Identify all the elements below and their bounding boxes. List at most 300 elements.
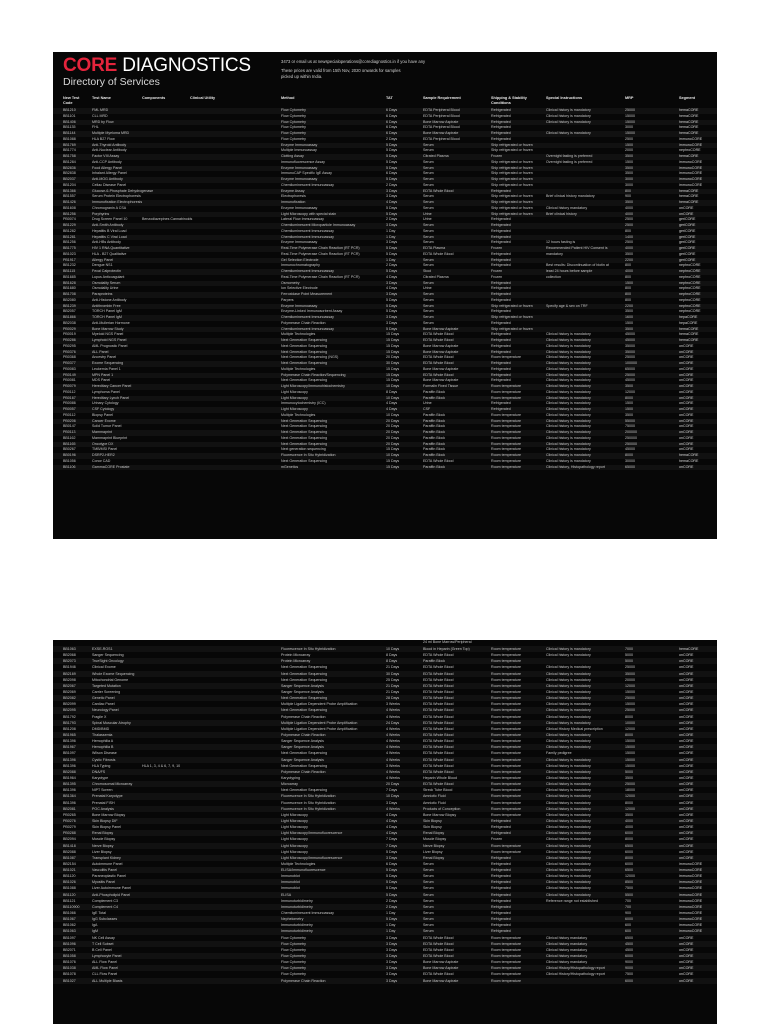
cell-method: Next Generation Sequencing [281,671,328,676]
cell-code: BB1406 [63,119,76,124]
cell-instructions: Clinical history, Histopathology report [546,464,606,469]
cell-shipping: Room temperature [491,653,521,658]
cell-code: BB1063 [63,929,76,934]
cell-name: Prenatal FISH [92,800,115,805]
cell-mrp: 4000 [625,818,633,823]
cell-name: IgM [92,929,98,934]
cell-shipping: Refrigerated [491,234,511,239]
cell-mrp: 800 [625,292,631,296]
cell-name: MDS Panel [92,378,111,383]
cell-segment: onCORE [679,954,694,959]
cell-segment: onCORE [679,843,694,848]
cell-name: Neurology Panel [92,708,119,713]
cell-instructions: collection [546,274,561,279]
cell-name: Cancer Exome [92,418,116,423]
cell-tat: 24 Days [386,720,400,725]
cell-tat: 3 Days [386,966,398,971]
cell-method: Light Microscopy [281,849,308,854]
cell-shipping: Refrigerated [491,378,511,383]
cell-mrp: 15000 [625,689,635,694]
cell-code: BB2069 [63,689,76,694]
cell-shipping: Room temperature [491,424,521,429]
cell-method: Next Generation Sequencing [281,696,328,701]
cell-method: Light Microscopy [281,837,308,842]
cell-code: BB2037 [63,177,76,181]
table-header-row [53,94,717,108]
cell-tat: 3 Days [386,972,398,977]
cell-code: BB1396 [63,739,76,744]
cell-instructions: Clinical History/Histopathology report [546,966,605,971]
cell-shipping: Room temperature [491,843,521,848]
cell-mrp: 6500 [625,935,633,940]
cell-code: BB1087 [63,855,76,860]
cell-tat: 6 Days [386,119,398,124]
cell-code: BB1121 [63,898,76,903]
cell-name: Factor VIII Assay [92,154,120,158]
cell-method: Enzyme-Linked Immunosorbent Assay [281,309,343,314]
cell-tat: 4 Days [386,274,398,279]
cell-code: PB0206 [63,418,76,423]
cell-sample: Serum [423,234,434,239]
cell-name: GammaCORE Prostate [92,464,130,469]
cell-code: BB1056 [63,458,76,463]
cell-tat: 3 Days [386,188,398,193]
cell-segment: nephroCORE [679,148,701,153]
cell-mrp: 3000 [625,177,633,181]
cell-mrp: 2500 [625,223,633,227]
cell-tat: 8 Days [386,389,398,394]
cell-instructions: Clinical history is mandatory [546,653,591,658]
cell-mrp: 3500 [625,171,633,176]
cell-method: Flow Cytometry [281,108,306,112]
cell-segment: onCORE [679,361,694,365]
cell-instructions: Clinical history is mandatory [546,671,591,676]
cell-mrp: 3000 [625,182,633,187]
cell-tat: 1 Day [386,257,396,262]
cell-name: NIPT Screen [92,788,113,793]
cell-sample: Paraffin Block [423,412,446,417]
cell-segment: onCORE [679,794,694,799]
cell-instructions: Clinical history is mandatory [546,800,591,805]
cell-mrp: 800 [625,228,631,233]
cell-sample: CSF [423,407,431,411]
cell-mrp: 700 [625,898,631,903]
cell-tat: 10 Days [386,453,400,457]
cell-code: BB1758 [63,154,76,158]
cell-name: DSRP2-HER2 [92,453,115,457]
cell-method: Enzyme Immunoassay [281,303,318,308]
cell-sample: Paraffin Block [423,464,446,469]
cell-segment: onCORE [679,464,694,469]
cell-mrp: 12000 [625,874,635,879]
cell-mrp: 25000 [625,355,635,360]
cell-method: Fluorescence In Situ Hybridization [281,806,336,811]
cell-sample: Streck Tube Blood [423,788,453,793]
cell-sample: Serum [423,880,434,885]
cell-shipping: Refrigerated [491,320,511,325]
cell-shipping: Refrigerated [491,292,511,296]
cell-method: Enzyme Assay [281,188,305,193]
cell-code: BB1078 [63,972,76,977]
cell-sample: Serum [423,182,434,187]
cell-sample: Renal Biopsy [423,831,445,836]
cell-mrp: 35000 [625,343,635,348]
cell-mrp: 4000 [625,269,633,273]
cell-sample: EDTA Whole Blood [423,941,454,946]
cell-name: Renal Biopsy [92,831,114,836]
cell-method: Parpers [281,297,294,302]
cell-mrp: 3500 [625,412,633,417]
cell-sample: EDTA Whole Blood [423,782,454,787]
cell-segment: onCORE [679,677,694,682]
cell-instructions: Clinical history is mandatory [546,430,591,434]
cell-tat: 7 Days [386,788,398,793]
cell-instructions: Clinical history is mandatory [546,763,591,768]
cell-code: BB1395 [63,782,76,787]
cell-instructions: Clinical history is mandatory [546,769,591,774]
cell-instructions: Clinical history is mandatory [546,119,591,124]
cell-code: BB1396 [63,757,76,762]
cell-name: Muscle Biopsy [92,837,116,842]
cell-sample: Amniotic Fluid [423,800,446,805]
cell-instructions: Clinical history is mandatory [546,874,591,879]
cell-code: PB0279 [63,825,76,830]
cell-code: BB2082 [63,696,76,701]
cell-shipping: Refrigerated [491,228,511,233]
cell-mrp: 4500 [625,941,633,946]
cell-method: Immunofluorescence Assay [281,159,325,164]
cell-method: Osmometry [281,280,300,285]
cell-name: Chromogranin A CSA [92,205,127,210]
cell-segment: hemaCORE [679,453,699,457]
cell-tat: 3 Days [386,194,398,199]
cell-code: BB1097 [63,935,76,940]
cell-segment: immunoCORE [679,923,703,928]
cell-tat: 10 Days [386,412,400,417]
cell-name: Inhalant Allergy Panel [92,171,127,176]
cell-segment: onCORE [679,751,694,756]
cell-mrp: 1500 [625,159,633,164]
cell-tat: 5 Days [386,880,398,885]
cell-name: Liver Biopsy [92,849,112,854]
cell-code: PB0083 [63,366,76,371]
cell-method: Electrophoresis [281,194,306,199]
cell-method: Lateral Flow Immunoassay [281,217,324,222]
cell-segment: onCORE [679,831,694,836]
cell-tat: 3 Days [386,315,398,319]
cell-mrp: 12000 [625,389,635,394]
cell-shipping: Refrigerated [491,223,511,227]
cell-method: Chemiluminescent Immunoassay [281,182,334,187]
cell-code: PB1917 [63,257,76,262]
cell-shipping: Refrigerated [491,923,511,928]
cell-mrp: 200000 [625,430,637,434]
cell-code: PB0288 [63,831,76,836]
cell-segment: onCORE [679,447,694,452]
cell-sample: Paraffin Block [423,435,446,440]
cell-shipping: Refrigerated [491,825,511,830]
cell-tat: 4 Weeks [386,757,400,762]
cell-sample: Bone Marrow Aspirate [423,378,459,383]
cell-mrp: 7500 [625,886,633,891]
cell-code: PB0112 [63,412,76,417]
cell-mrp: 25000 [625,708,635,713]
cell-code: BB1097 [63,751,76,756]
cell-sample: EDTA Whole Blood [423,708,454,713]
cell-sample: Serum [423,868,434,873]
cell-segment: immunoCORE [679,929,703,934]
cell-name: Carrier Screening [92,689,121,694]
cell-mrp: 800 [625,274,631,279]
cell-name: Wilson Disease [92,751,117,756]
cell-shipping: Refrigerated [491,898,511,903]
cell-name: Targeted Mutation [92,683,121,688]
cell-tat: 4 Days [386,812,398,817]
cell-name: IgG Subclasses [92,917,118,922]
cell-name: AML Prognostic Panel [92,343,128,348]
cell-code: BB1026 [63,880,76,885]
cell-method: Next Generation Sequencing [281,665,328,670]
cell-segment: hepaCORE [679,315,698,319]
cell-shipping: Room temperature [491,464,521,469]
cell-name: Lymphoma Panel [92,389,120,394]
cell-tat: 4 Weeks [386,714,400,719]
cell-method: Chemiluminescent Immunoassay [281,315,334,319]
cell-shipping: Room temperature [491,775,521,780]
cell-sample: Bone Marrow Aspirate [423,978,459,983]
cell-shipping: Room temperature [491,689,521,694]
cell-mrp: 700 [625,904,631,909]
cell-method: Real-Time Polymerase Chain Reaction (RT PCR) [281,246,360,250]
cell-tat: 2 Days [386,182,398,187]
cell-tat: 20 Days [386,355,400,360]
cell-instructions: Clinical history is mandatory [546,775,591,780]
cell-instructions: Clinical history mandatory [546,954,588,959]
cell-tat: 4 Weeks [386,726,400,731]
cell-shipping: Room temperature [491,412,521,417]
cell-mrp: 15000 [625,751,635,756]
cell-instructions: Clinical History Medical prescription [546,726,603,731]
cell-tat: 10 Days [386,384,400,388]
cell-segment: nephroCORE [679,292,701,296]
cell-code: BB1115 [63,269,76,273]
cell-name: Sanger Sequencing [92,653,124,658]
cell-method: Light Microscopy [281,395,308,400]
cell-sample: Bone Marrow Aspirate [423,326,459,331]
cell-sample: EDTA Whole Blood [423,251,454,256]
cell-segment: hemaCORE [679,131,699,135]
cell-tat: 2 Days [386,904,398,909]
cell-code: BB1239 [63,303,76,308]
cell-name: Prenatal Karyotype [92,794,123,799]
cell-segment: nephroCORE [679,286,701,291]
cell-shipping: Room temperature [491,453,521,457]
cell-segment: onCORE [679,818,694,823]
cell-segment: onCORE [679,349,694,354]
cell-tat: 5 Days [386,165,398,170]
cell-tat: 3 Days [386,240,398,245]
cell-code: BB1088 [63,136,76,141]
cell-instructions: Clinical history is mandatory [546,395,591,400]
cell-instructions: Clinical history is mandatory [546,702,591,707]
cell-tat: 20 Days [386,441,400,446]
cell-mrp: 1400 [625,234,633,239]
cell-sample: Serum [423,292,434,296]
cell-code: BB1021 [63,868,76,873]
cell-name: Transplant Kidney [92,855,121,860]
cell-instructions: Clinical history is mandatory [546,435,591,440]
cell-mrp: 15000 [625,131,635,135]
cell-shipping: Refrigerated [491,108,511,112]
cell-code: BB1866 [63,315,76,319]
core-diagnostics-logo: CORE DIAGNOSTICS [63,55,251,76]
cell-shipping: Room temperature [491,745,521,750]
cell-mrp: 15000 [625,113,635,118]
cell-shipping: Refrigerated [491,338,511,342]
cell-tat: 3 Days [386,947,398,952]
cell-tat: 4 Weeks [386,775,400,780]
cell-code: BB2088 [63,849,76,854]
cell-name: HLA B27 Flow [92,136,115,141]
cell-segment: onCORE [679,412,694,417]
cell-segment: onCORE [679,837,694,842]
cell-mrp: 35000 [625,349,635,354]
cell-instructions: Clinical history is mandatory [546,886,591,891]
cell-mrp: 8000 [625,714,633,719]
cell-sample: Paraffin Block [423,430,446,434]
cell-segment: onCORE [679,418,694,423]
cell-instructions: Clinical history is mandatory [546,412,591,417]
cell-code: BB1281 [63,234,76,239]
cell-tat: 5 Days [386,309,398,314]
cell-segment: nephroCORE [679,297,701,302]
cell-shipping: Room temperature [491,441,521,446]
cell-tat: 5 Days [386,868,398,873]
cell-code: BB1120 [63,892,76,897]
cell-mrp: 25000 [625,665,635,670]
cell-instructions: Clinical history is mandatory [546,732,591,737]
cell-sample: Formalin Fixed Tissue [423,384,459,388]
cell-name: FML MRD [92,108,109,112]
cell-instructions: Clinical history is mandatory [546,831,591,836]
brand-block [63,56,251,88]
cell-segment: hemaCORE [679,194,699,199]
cell-mrp: 4000 [625,211,633,216]
cell-method: Enzyme Immunoassay [281,165,318,170]
cell-segment: onCORE [679,401,694,406]
cell-code: BB1096 [63,941,76,946]
cell-segment: immunoCORE [679,868,703,873]
cell-sample: Serum [423,861,434,866]
cell-instructions: Clinical history is mandatory [546,647,591,651]
cell-method: Chemiluminescent Immunoassay [281,234,334,239]
cell-tat: 3 Days [386,280,398,285]
cell-name: Genetic Panel [92,696,115,701]
cell-code: BB1101 [63,113,76,118]
cell-tat: 21 Days [386,689,400,694]
cell-sample: EDTA Whole Blood [423,739,454,744]
cell-instructions: Clinical history is mandatory [546,131,591,135]
cell-name: ALL Panel [92,349,109,354]
cell-method: Polymerase Chain Reaction [281,732,326,737]
table-row [53,465,717,471]
cell-segment: onCORE [679,689,694,694]
cell-shipping: Refrigerated [491,297,511,302]
cell-code: BB1058 [63,954,76,959]
cell-sample: Serum [423,303,434,308]
cell-segment: geriCORE [679,246,696,250]
cell-instructions: Clinical history is mandatory [546,113,591,118]
cell-name: Porphyrins [92,211,110,216]
cell-name: Exome Sequencing [92,361,124,365]
cell-segment: hemaCORE [679,113,699,118]
cell-tat: 3 Days [386,292,398,296]
cell-tat: 6 Days [386,171,398,176]
cell-mrp: 900 [625,911,631,916]
cell-code: BB2838 [63,171,76,176]
cell-components: HLA 1, 3, 4 & 6, 7, 9, 10 [142,763,181,768]
cell-code: BB0196 [63,453,76,457]
cell-method: Immunochromatography [281,263,320,268]
cell-instructions: Clinical history is mandatory [546,389,591,394]
cell-method: Enzyme Immunoassay [281,177,318,181]
cell-method: Chemiluminescent Immunoassay [281,269,334,273]
cell-code: BB1775 [63,246,76,250]
cell-mrp: 1500 [625,142,633,147]
cell-sample: EDTA Whole Blood [423,338,454,342]
cell-segment: immunoCORE [679,892,703,897]
cell-mrp: 8000 [625,837,633,842]
cell-instructions: Clinical history is mandatory [546,892,591,897]
cell-tat: 10 Days [386,395,400,400]
cell-segment: immunoCORE [679,904,703,909]
cell-name: Lymphocyte Panel [92,954,122,959]
cell-sample: EDTA Whole Blood [423,763,454,768]
cell-instructions: Clinical history mandatory [546,205,588,210]
cell-name: Anti-MOG Antibody [92,177,123,181]
cell-tat: 5 Days [386,303,398,308]
cell-shipping: Refrigerated [491,257,511,262]
cell-shipping: Refrigerated [491,880,511,885]
cell-name: Hereditary Lynch Panel [92,395,130,400]
cell-method: Microarray [281,782,298,787]
cell-method: Next Generation Sequencing [281,349,328,354]
cell-method: Polymerase Chain Reaction [281,714,326,719]
cell-code: BB1964 [63,775,76,780]
cell-name: Liver Autoimmune Panel [92,886,131,891]
cell-shipping: Refrigerated [491,309,511,314]
cell-code: BB2169 [63,671,76,676]
cell-name: Antithrombin Free [92,303,121,308]
cell-code: BB1396 [63,788,76,793]
cell-method: Next Generation Sequencing [281,418,328,423]
cell-segment: geriCORE [679,228,696,233]
cell-instructions: Clinical history is mandatory [546,355,591,360]
cell-tat: 30 Days [386,671,400,676]
cell-name: Celiac Disease Panel [92,182,127,187]
cell-instructions: Clinical history is mandatory [546,366,591,371]
cell-name: CSF Cytology [92,407,115,411]
cell-code: BB1769 [63,142,76,147]
cell-tat: 20 Days [386,430,400,434]
cell-tat: 4 Weeks [386,708,400,713]
cell-name: Autoimmune Panel [92,861,123,866]
cell-code: BB1284 [63,159,76,164]
cell-mrp: 1500 [625,401,633,406]
cell-tat: 15 Days [386,378,400,383]
cell-mrp: 45000 [625,332,635,337]
cell-sample: Serum [423,159,434,164]
